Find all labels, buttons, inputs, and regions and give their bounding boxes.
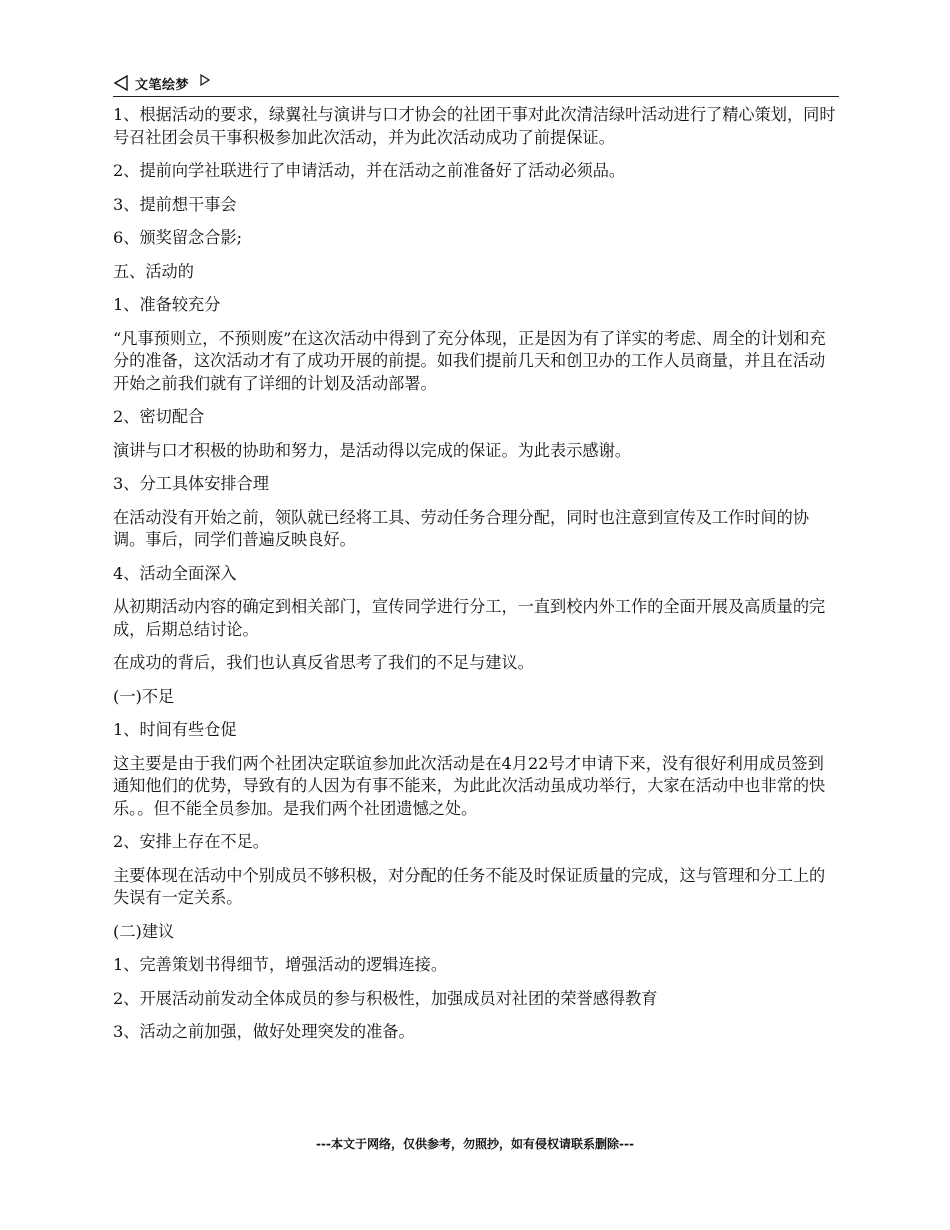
paragraph: 2、提前向学社联进行了申请活动，并在活动之前准备好了活动必须品。	[113, 161, 626, 180]
subheading: 2、密切配合	[113, 407, 205, 426]
section-heading: 五、活动的	[113, 261, 194, 281]
subheading: 1、准备较充分	[113, 295, 221, 314]
page-header	[113, 72, 839, 97]
paragraph: 3、提前想干事会	[113, 194, 237, 214]
subheading: 4、活动全面深入	[113, 563, 237, 583]
page-footer: ---本文于网络，仅供参考，勿照抄，如有侵权请联系删除---	[316, 1137, 634, 1151]
paragraph: 2、开展活动前发动全体成员的参与积极性，加强成员对社团的荣誉感得教育	[113, 988, 658, 1008]
triangle-right-icon	[200, 74, 210, 86]
paragraph: “凡事预则立，不预则废”在这次活动中得到了充分体现，正是因为有了详实的考虑、周全的计划和充分的准备，这次活动才有了成功开展的前提。如我们提前几天和创卫办的工作人员商量，并且在活动开始之前我们就有了详细的计划及活动部署。	[113, 328, 826, 393]
paragraph: 这主要是由于我们两个社团决定联谊参加此次活动是在4月22号才申请下来，没有很好利用成员签到通知他们的优势，导致有的人因为有事不能来，为此此次活动虽成功举行，大家在活动中也非常的快乐。。但不能全员参加。是我们两个社团遗憾之处。	[113, 753, 826, 818]
section-heading: (二)建议	[113, 921, 175, 941]
paragraph: 6、颁奖留念合影;	[113, 228, 243, 247]
subheading: 1、时间有些仓促	[113, 720, 237, 739]
paragraph: 在活动没有开始之前，领队就已经将工具、劳动任务合理分配，同时也注意到宣传及工作时间的协调。事后，同学们普遍反映良好。	[113, 507, 810, 549]
header-brand: 文笔绘梦	[135, 78, 190, 93]
paragraph: 演讲与口才积极的协助和努力，是活动得以完成的保证。为此表示感谢。	[113, 440, 631, 460]
paragraph: 3、活动之前加强，做好处理突发的准备。	[113, 1022, 415, 1041]
paragraph: 1、完善策划书得细节，增强活动的逻辑连接。	[113, 955, 448, 974]
paragraph: 主要体现在活动中个别成员不够积极，对分配的任务不能及时保证质量的完成，这与管理和分工上的失误有一定关系。	[113, 865, 826, 907]
subheading: 2、安排上存在不足。	[113, 832, 269, 851]
document-body	[113, 104, 839, 1055]
paragraph: 在成功的背后，我们也认真反省思考了我们的不足与建议。	[113, 653, 534, 672]
triangle-left-icon	[113, 75, 129, 91]
paragraph: 从初期活动内容的确定到相关部门，宣传同学进行分工，一直到校内外工作的全面开展及高质量的完成，后期总结讨论。	[113, 597, 826, 639]
paragraph: 1、根据活动的要求，绿翼社与演讲与口才协会的社团干事对此次清洁绿叶活动进行了精心策划，同时号召社团会员干事积极参加此次活动，并为此次活动成功了前提保证。	[113, 105, 836, 147]
section-heading: (一)不足	[113, 686, 175, 706]
subheading: 3、分工具体安排合理	[113, 474, 269, 493]
